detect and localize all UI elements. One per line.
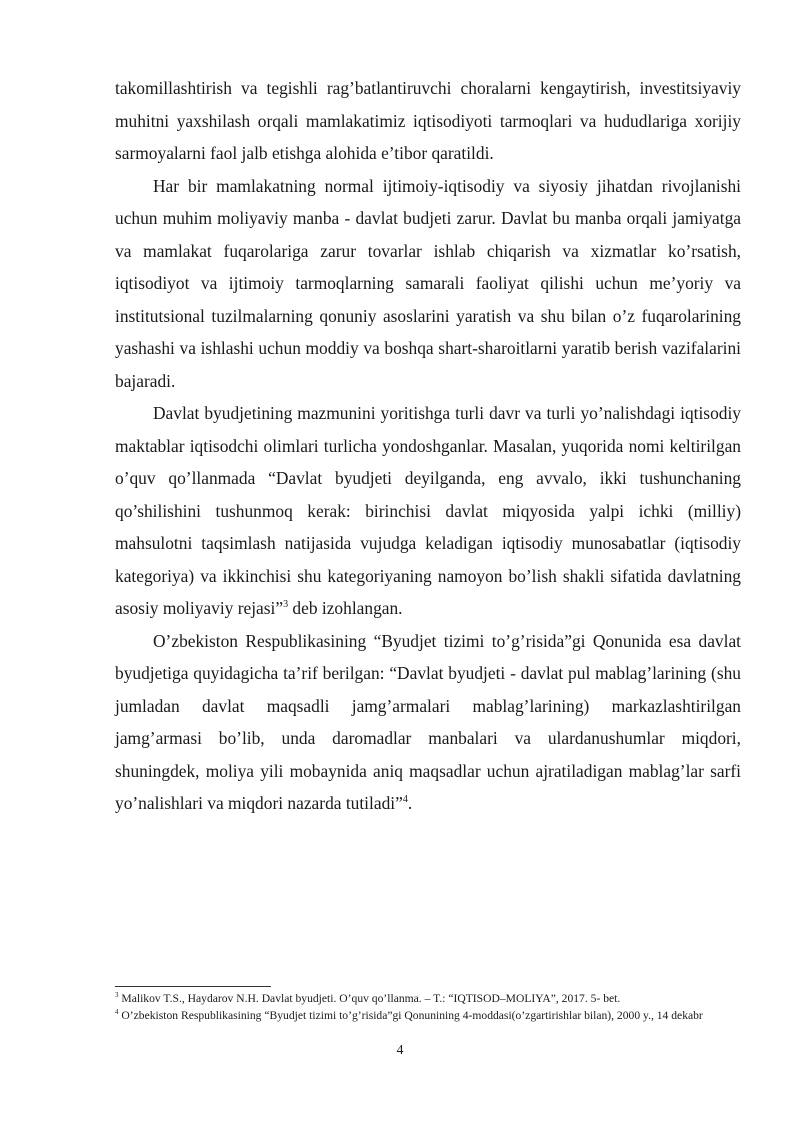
paragraph-4-text: O’zbekiston Respublikasining “Byudjet tizimi to’g’risida”gi Qonunida esa davlat byudjetiga quyidagicha ta’rif berilgan: “Davlat byudjeti - davlat pul mablag’larining (shu jumladan davlat maqsadli jamg’armalari mablag’larining) markazlashtirilgan jamg’armasi bo’lib, unda daromadlar manbalari va ulardanushumlar miqdori, shuningdek, moliya yili mobaynida aniq maqsadlar uchun ajratiladigan mablag’lar sarfi yo’nalishlari va miqdori nazarda tutiladi”	[115, 630, 741, 813]
paragraph-3-text: Davlat byudjetining mazmunini yoritishga turli davr va turli yo’nalishdagi iqtisodiy maktablar iqtisodchi olimlari turlicha yondoshganlar. Masalan, yuqorida nomi keltirilgan o’quv qo’llanmada “Davlat byudjeti deyilganda, eng avvalo, ikki tushunchaning qo’shilishini tushunmoq kerak: birinchisi davlat miqyosida yalpi ichki (milliy) mahsulotni taqsimlash natijasida vujudga keladigan iqtisodiy munosabatlar (iqtisodiy kategoriya) va ikkinchisi shu kategoriyaning namoyon bo’lish shakli sifatida davlatning asosiy moliyaviy rejasi”	[115, 403, 741, 618]
footnote-mark-4: 4	[115, 1008, 119, 1017]
paragraph-4-tail: .	[407, 793, 413, 813]
paragraph-2	[115, 170, 741, 398]
paragraph-3	[115, 397, 741, 625]
footnote-4	[115, 1007, 741, 1024]
paragraph-3-tail: deb izohlangan.	[288, 598, 403, 618]
footnote-3-text: Malikov T.S., Haydarov N.H. Davlat byudjeti. O’quv qo’llanma. – T.: “IQTISOD–MOLIYA”, 2017. 5- bet.	[118, 992, 621, 1005]
footnote-4-text: O’zbekiston Respublikasining “Byudjet tizimi to’g’risida”gi Qonunining 4-moddasi(o’zgartirishlar bilan), 2000 y., 14 dekabr	[118, 1009, 703, 1022]
footnote-mark-3: 3	[115, 991, 119, 1000]
footnote-3	[115, 990, 741, 1007]
paragraph-1-text: takomillashtirish va tegishli rag’batlantiruvchi choralarni kengaytirish, investitsiyaviy muhitni yaxshilash orqali mamlakatimiz iqtisodiyoti tarmoqlari va hududlariga xorijiy sarmoyalarni faol jalb etishga alohida e’tibor qaratildi.	[115, 78, 741, 163]
paragraph-4	[115, 625, 741, 820]
paragraph-1	[115, 72, 741, 170]
footnote-separator	[115, 986, 271, 987]
footnote-ref-3[interactable]: 3	[283, 599, 289, 611]
footnotes	[115, 990, 741, 1024]
page-number: 4	[396, 1043, 404, 1058]
document-body	[115, 72, 741, 820]
footnote-ref-4[interactable]: 4	[402, 794, 408, 806]
paragraph-2-text: Har bir mamlakatning normal ijtimoiy-iqtisodiy va siyosiy jihatdan rivojlanishi uchun muhim moliyaviy manba - davlat budjeti zarur. Davlat bu manba orqali jamiyatga va mamlakat fuqarolariga zarur tovarlar ishlab chiqarish va xizmatlar ko’rsatish, iqtisodiyot va ijtimoiy tarmoqlarning samarali faoliyat qilishi uchun me’yoriy va institutsional tuzilmalarning qonuniy asoslarini yaratish va shu bilan o’z fuqarolarining yashashi va ishlashi uchun moddiy va boshqa shart-sharoitlarni yaratib berish vazifalarini bajaradi.	[115, 175, 741, 391]
